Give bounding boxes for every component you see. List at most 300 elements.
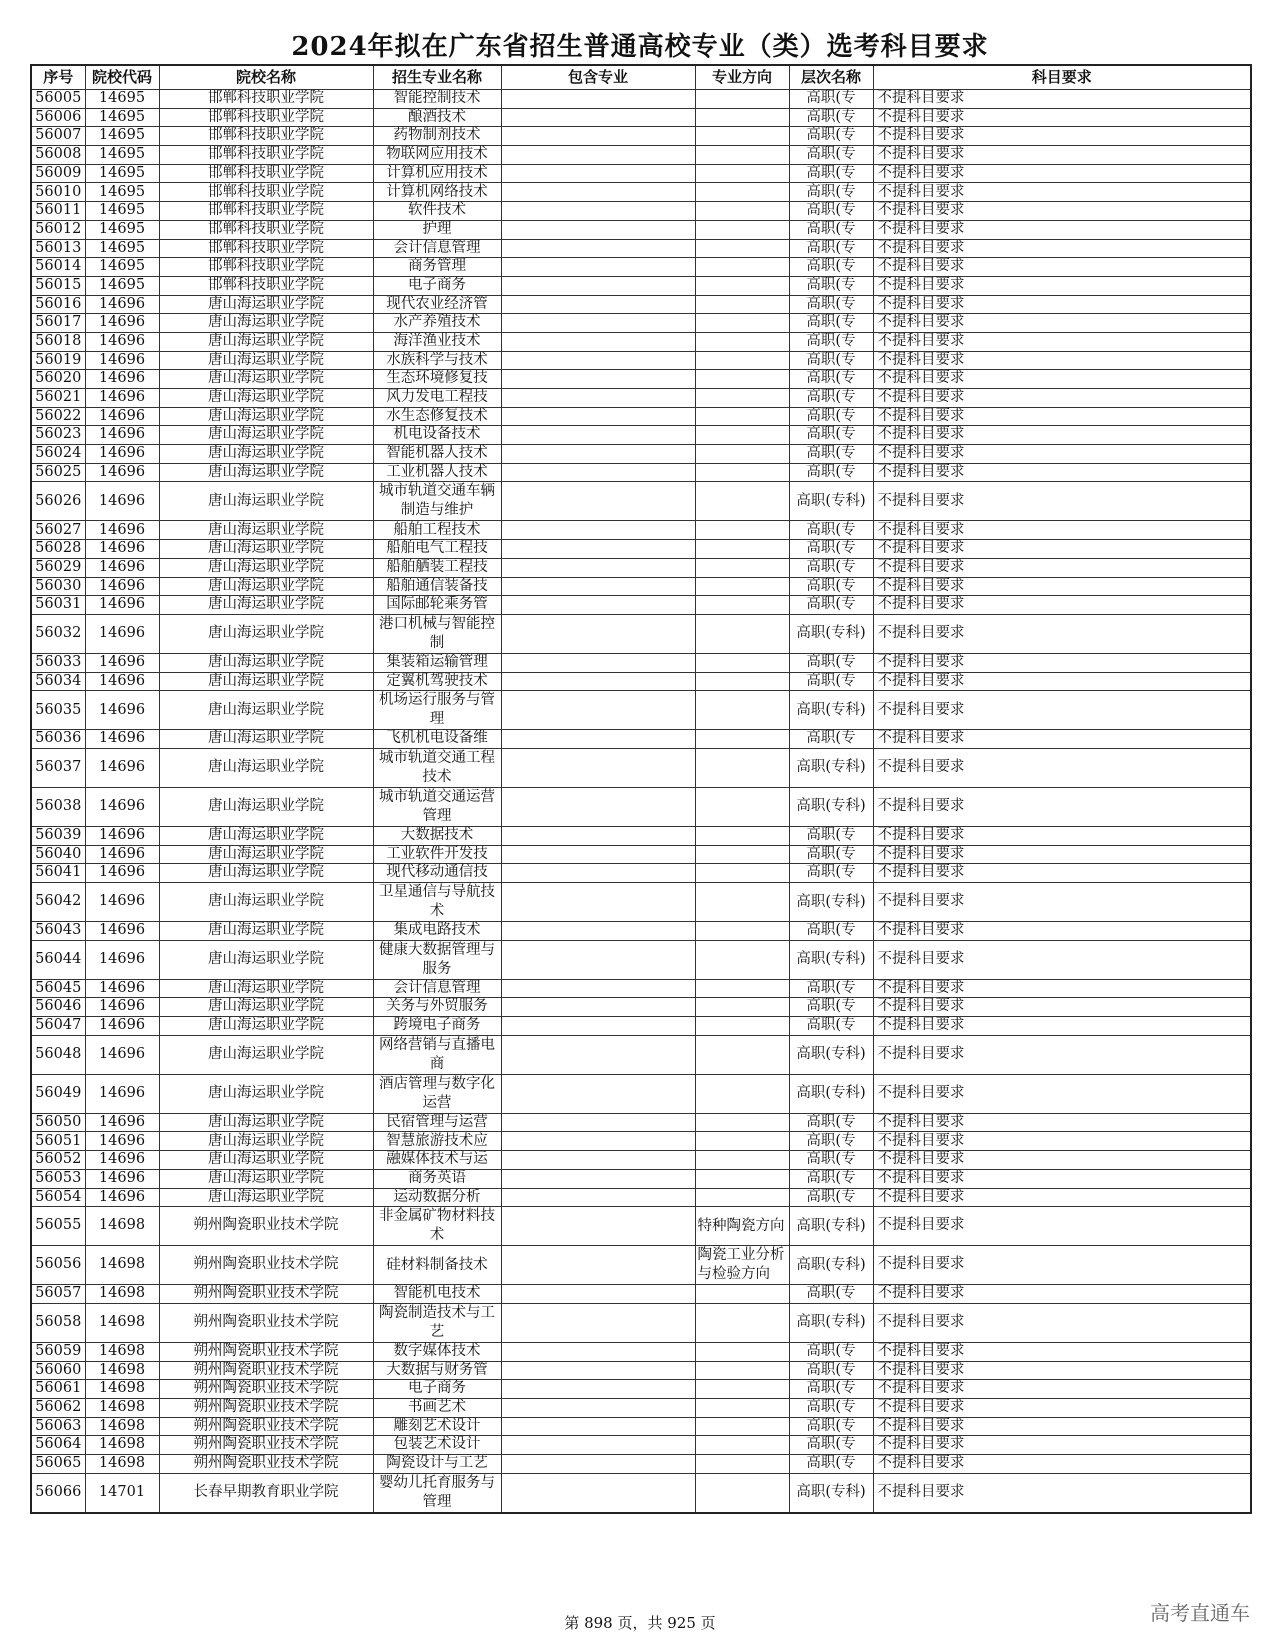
cell-subject-requirement: 不提科目要求 [873, 864, 1251, 883]
cell-school-name: 唐山海运职业学院 [159, 1017, 373, 1036]
cell-seq: 56032 [31, 614, 85, 653]
cell-school-name: 唐山海运职业学院 [159, 482, 373, 521]
cell-major-name: 机电设备技术 [373, 426, 501, 445]
cell-school-code: 14695 [85, 220, 159, 239]
cell-subject-requirement: 不提科目要求 [873, 883, 1251, 922]
cell-included-majors [501, 1017, 695, 1036]
cell-seq: 56019 [31, 351, 85, 370]
cell-included-majors [501, 220, 695, 239]
cell-school-code: 14696 [85, 1113, 159, 1132]
table-row [31, 540, 1251, 559]
cell-included-majors [501, 1303, 695, 1342]
cell-school-code: 14696 [85, 1035, 159, 1074]
cell-school-code: 14696 [85, 332, 159, 351]
cell-level: 高职(专 [789, 202, 873, 221]
cell-school-code: 14695 [85, 202, 159, 221]
cell-level: 高职(专 [789, 1285, 873, 1304]
cell-school-code: 14696 [85, 445, 159, 464]
cell-seq: 56029 [31, 558, 85, 577]
header-level: 层次名称 [789, 65, 873, 90]
cell-seq: 56062 [31, 1398, 85, 1417]
table-row [31, 1188, 1251, 1207]
cell-major-direction [695, 1188, 789, 1207]
cell-seq: 56010 [31, 183, 85, 202]
cell-school-code: 14696 [85, 940, 159, 979]
cell-major-direction [695, 1151, 789, 1170]
cell-school-name: 朔州陶瓷职业技术学院 [159, 1455, 373, 1474]
cell-major-direction [695, 351, 789, 370]
cell-subject-requirement: 不提科目要求 [873, 691, 1251, 730]
cell-subject-requirement: 不提科目要求 [873, 577, 1251, 596]
cell-included-majors [501, 370, 695, 389]
cell-major-name: 船舶舾装工程技 [373, 558, 501, 577]
cell-major-direction: 陶瓷工业分析与检验方向 [695, 1246, 789, 1285]
cell-major-direction [695, 730, 789, 749]
cell-major-name: 书画艺术 [373, 1398, 501, 1417]
cell-school-name: 唐山海运职业学院 [159, 730, 373, 749]
requirements-table [30, 64, 1252, 1514]
cell-level: 高职(专 [789, 90, 873, 109]
cell-major-name: 融媒体技术与运 [373, 1151, 501, 1170]
table-header-row [31, 65, 1251, 90]
cell-included-majors [501, 922, 695, 941]
cell-subject-requirement: 不提科目要求 [873, 146, 1251, 165]
cell-seq: 56051 [31, 1132, 85, 1151]
cell-major-name: 会计信息管理 [373, 979, 501, 998]
cell-seq: 56050 [31, 1113, 85, 1132]
cell-school-name: 唐山海运职业学院 [159, 940, 373, 979]
cell-seq: 56048 [31, 1035, 85, 1074]
table-row [31, 558, 1251, 577]
cell-level: 高职(专科) [789, 614, 873, 653]
cell-seq: 56006 [31, 108, 85, 127]
table-row [31, 1113, 1251, 1132]
cell-subject-requirement: 不提科目要求 [873, 1246, 1251, 1285]
cell-level: 高职(专 [789, 1455, 873, 1474]
cell-major-direction [695, 146, 789, 165]
cell-subject-requirement: 不提科目要求 [873, 1132, 1251, 1151]
cell-subject-requirement: 不提科目要求 [873, 1207, 1251, 1246]
cell-level: 高职(专科) [789, 1473, 873, 1513]
cell-level: 高职(专 [789, 183, 873, 202]
cell-major-direction [695, 691, 789, 730]
page-footer: 第 898 页，共 925 页 [564, 1614, 716, 1632]
cell-major-name: 物联网应用技术 [373, 146, 501, 165]
cell-major-direction [695, 1417, 789, 1436]
cell-major-direction [695, 482, 789, 521]
cell-school-name: 唐山海运职业学院 [159, 351, 373, 370]
table-row [31, 314, 1251, 333]
cell-school-code: 14696 [85, 577, 159, 596]
cell-level: 高职(专 [789, 998, 873, 1017]
cell-included-majors [501, 787, 695, 826]
cell-school-name: 唐山海运职业学院 [159, 407, 373, 426]
cell-major-direction [695, 883, 789, 922]
cell-school-name: 唐山海运职业学院 [159, 826, 373, 845]
cell-major-direction [695, 998, 789, 1017]
cell-included-majors [501, 389, 695, 408]
cell-school-name: 邯郸科技职业学院 [159, 164, 373, 183]
table-row [31, 730, 1251, 749]
cell-major-direction [695, 445, 789, 464]
cell-school-name: 邯郸科技职业学院 [159, 183, 373, 202]
table-row [31, 1169, 1251, 1188]
table-row [31, 1132, 1251, 1151]
cell-school-name: 唐山海运职业学院 [159, 979, 373, 998]
cell-level: 高职(专 [789, 258, 873, 277]
cell-school-name: 唐山海运职业学院 [159, 521, 373, 540]
cell-major-direction [695, 1455, 789, 1474]
cell-major-direction [695, 596, 789, 615]
cell-included-majors [501, 239, 695, 258]
cell-major-direction [695, 389, 789, 408]
cell-major-direction [695, 220, 789, 239]
cell-subject-requirement: 不提科目要求 [873, 1169, 1251, 1188]
cell-level: 高职(专科) [789, 1074, 873, 1113]
cell-included-majors [501, 1074, 695, 1113]
table-row [31, 370, 1251, 389]
cell-major-direction [695, 653, 789, 672]
cell-included-majors [501, 332, 695, 351]
cell-level: 高职(专 [789, 979, 873, 998]
cell-seq: 56063 [31, 1417, 85, 1436]
table-row [31, 258, 1251, 277]
cell-included-majors [501, 826, 695, 845]
cell-major-direction [695, 1035, 789, 1074]
table-row [31, 351, 1251, 370]
table-row [31, 787, 1251, 826]
cell-level: 高职(专科) [789, 1246, 873, 1285]
cell-seq: 56025 [31, 463, 85, 482]
cell-included-majors [501, 276, 695, 295]
cell-included-majors [501, 691, 695, 730]
cell-seq: 56014 [31, 258, 85, 277]
table-row [31, 146, 1251, 165]
cell-seq: 56009 [31, 164, 85, 183]
cell-seq: 56023 [31, 426, 85, 445]
cell-school-name: 朔州陶瓷职业技术学院 [159, 1361, 373, 1380]
cell-seq: 56044 [31, 940, 85, 979]
header-school-code: 院校代码 [85, 65, 159, 90]
cell-seq: 56047 [31, 1017, 85, 1036]
cell-school-code: 14695 [85, 108, 159, 127]
table-row [31, 614, 1251, 653]
cell-included-majors [501, 653, 695, 672]
cell-seq: 56007 [31, 127, 85, 146]
cell-included-majors [501, 1207, 695, 1246]
cell-major-name: 酒店管理与数字化运营 [373, 1074, 501, 1113]
cell-major-direction [695, 826, 789, 845]
cell-included-majors [501, 1113, 695, 1132]
cell-included-majors [501, 1398, 695, 1417]
cell-major-direction [695, 748, 789, 787]
cell-school-code: 14696 [85, 558, 159, 577]
cell-school-name: 邯郸科技职业学院 [159, 108, 373, 127]
cell-subject-requirement: 不提科目要求 [873, 1188, 1251, 1207]
cell-subject-requirement: 不提科目要求 [873, 239, 1251, 258]
cell-school-name: 唐山海运职业学院 [159, 558, 373, 577]
cell-seq: 56028 [31, 540, 85, 559]
cell-school-code: 14695 [85, 276, 159, 295]
cell-school-code: 14696 [85, 864, 159, 883]
cell-major-name: 民宿管理与运营 [373, 1113, 501, 1132]
cell-level: 高职(专 [789, 295, 873, 314]
cell-school-name: 唐山海运职业学院 [159, 748, 373, 787]
table-row [31, 239, 1251, 258]
table-row [31, 1417, 1251, 1436]
cell-included-majors [501, 127, 695, 146]
cell-level: 高职(专科) [789, 787, 873, 826]
cell-included-majors [501, 1455, 695, 1474]
cell-major-name: 工业软件开发技 [373, 845, 501, 864]
table-row [31, 672, 1251, 691]
cell-seq: 56053 [31, 1169, 85, 1188]
cell-school-code: 14695 [85, 258, 159, 277]
cell-school-name: 唐山海运职业学院 [159, 295, 373, 314]
cell-major-name: 定翼机驾驶技术 [373, 672, 501, 691]
cell-major-direction: 特种陶瓷方向 [695, 1207, 789, 1246]
cell-level: 高职(专 [789, 220, 873, 239]
cell-school-code: 14696 [85, 1132, 159, 1151]
table-row [31, 521, 1251, 540]
cell-major-direction [695, 108, 789, 127]
cell-school-code: 14696 [85, 614, 159, 653]
cell-school-name: 唐山海运职业学院 [159, 370, 373, 389]
cell-major-direction [695, 558, 789, 577]
cell-level: 高职(专 [789, 164, 873, 183]
cell-major-name: 陶瓷设计与工艺 [373, 1455, 501, 1474]
cell-included-majors [501, 748, 695, 787]
table-row [31, 864, 1251, 883]
cell-included-majors [501, 521, 695, 540]
table-row [31, 748, 1251, 787]
cell-major-direction [695, 1169, 789, 1188]
cell-included-majors [501, 426, 695, 445]
cell-major-name: 运动数据分析 [373, 1188, 501, 1207]
cell-level: 高职(专 [789, 314, 873, 333]
cell-major-direction [695, 922, 789, 941]
cell-school-code: 14698 [85, 1436, 159, 1455]
cell-seq: 56061 [31, 1380, 85, 1399]
header-major-name: 招生专业名称 [373, 65, 501, 90]
cell-seq: 56030 [31, 577, 85, 596]
cell-subject-requirement: 不提科目要求 [873, 1285, 1251, 1304]
cell-school-code: 14696 [85, 730, 159, 749]
cell-school-name: 邯郸科技职业学院 [159, 276, 373, 295]
cell-level: 高职(专 [789, 108, 873, 127]
cell-seq: 56042 [31, 883, 85, 922]
cell-school-code: 14696 [85, 540, 159, 559]
cell-included-majors [501, 202, 695, 221]
cell-school-code: 14696 [85, 691, 159, 730]
cell-seq: 56022 [31, 407, 85, 426]
cell-major-direction [695, 787, 789, 826]
cell-subject-requirement: 不提科目要求 [873, 1473, 1251, 1513]
cell-level: 高职(专 [789, 389, 873, 408]
cell-major-name: 护理 [373, 220, 501, 239]
cell-subject-requirement: 不提科目要求 [873, 1017, 1251, 1036]
cell-major-direction [695, 540, 789, 559]
cell-subject-requirement: 不提科目要求 [873, 521, 1251, 540]
cell-major-name: 网络营销与直播电商 [373, 1035, 501, 1074]
cell-major-direction [695, 1285, 789, 1304]
table-row [31, 596, 1251, 615]
cell-school-code: 14696 [85, 845, 159, 864]
cell-school-name: 邯郸科技职业学院 [159, 239, 373, 258]
cell-school-code: 14696 [85, 314, 159, 333]
cell-school-code: 14695 [85, 239, 159, 258]
cell-major-name: 机场运行服务与管理 [373, 691, 501, 730]
cell-seq: 56015 [31, 276, 85, 295]
cell-seq: 56046 [31, 998, 85, 1017]
table-row [31, 183, 1251, 202]
cell-major-name: 水族科学与技术 [373, 351, 501, 370]
cell-school-code: 14695 [85, 183, 159, 202]
cell-school-code: 14698 [85, 1398, 159, 1417]
cell-school-name: 唐山海运职业学院 [159, 614, 373, 653]
cell-major-direction [695, 332, 789, 351]
cell-level: 高职(专 [789, 558, 873, 577]
table-row [31, 1473, 1251, 1513]
cell-seq: 56056 [31, 1246, 85, 1285]
table-row [31, 1035, 1251, 1074]
cell-major-name: 包装艺术设计 [373, 1436, 501, 1455]
cell-level: 高职(专 [789, 370, 873, 389]
cell-included-majors [501, 164, 695, 183]
cell-included-majors [501, 1246, 695, 1285]
cell-level: 高职(专 [789, 1398, 873, 1417]
table-row [31, 1380, 1251, 1399]
cell-level: 高职(专 [789, 596, 873, 615]
cell-school-code: 14698 [85, 1342, 159, 1361]
cell-subject-requirement: 不提科目要求 [873, 183, 1251, 202]
cell-major-direction [695, 164, 789, 183]
cell-school-code: 14696 [85, 596, 159, 615]
cell-level: 高职(专科) [789, 691, 873, 730]
cell-seq: 56036 [31, 730, 85, 749]
cell-level: 高职(专 [789, 922, 873, 941]
cell-seq: 56041 [31, 864, 85, 883]
table-row [31, 426, 1251, 445]
cell-subject-requirement: 不提科目要求 [873, 787, 1251, 826]
cell-included-majors [501, 146, 695, 165]
cell-level: 高职(专 [789, 1342, 873, 1361]
cell-included-majors [501, 940, 695, 979]
cell-school-name: 唐山海运职业学院 [159, 332, 373, 351]
cell-school-code: 14696 [85, 826, 159, 845]
cell-major-name: 工业机器人技术 [373, 463, 501, 482]
table-row [31, 1207, 1251, 1246]
cell-level: 高职(专科) [789, 1035, 873, 1074]
cell-school-name: 唐山海运职业学院 [159, 1035, 373, 1074]
cell-included-majors [501, 1132, 695, 1151]
cell-school-code: 14695 [85, 164, 159, 183]
cell-subject-requirement: 不提科目要求 [873, 220, 1251, 239]
cell-major-direction [695, 202, 789, 221]
cell-level: 高职(专 [789, 1436, 873, 1455]
cell-major-direction [695, 1436, 789, 1455]
brand-label: 高考直通车 [1150, 1603, 1250, 1625]
cell-included-majors [501, 672, 695, 691]
cell-level: 高职(专 [789, 1188, 873, 1207]
cell-included-majors [501, 314, 695, 333]
cell-school-name: 邯郸科技职业学院 [159, 127, 373, 146]
cell-level: 高职(专 [789, 521, 873, 540]
cell-major-name: 关务与外贸服务 [373, 998, 501, 1017]
cell-major-direction [695, 979, 789, 998]
cell-major-name: 硅材料制备技术 [373, 1246, 501, 1285]
cell-school-name: 朔州陶瓷职业技术学院 [159, 1342, 373, 1361]
cell-school-name: 唐山海运职业学院 [159, 1188, 373, 1207]
cell-seq: 56024 [31, 445, 85, 464]
cell-subject-requirement: 不提科目要求 [873, 1074, 1251, 1113]
cell-subject-requirement: 不提科目要求 [873, 826, 1251, 845]
cell-major-name: 集成电路技术 [373, 922, 501, 941]
cell-subject-requirement: 不提科目要求 [873, 1380, 1251, 1399]
cell-level: 高职(专 [789, 1417, 873, 1436]
cell-level: 高职(专 [789, 1017, 873, 1036]
cell-school-name: 唐山海运职业学院 [159, 922, 373, 941]
cell-seq: 56031 [31, 596, 85, 615]
cell-included-majors [501, 1285, 695, 1304]
table-row [31, 691, 1251, 730]
cell-level: 高职(专 [789, 826, 873, 845]
cell-level: 高职(专 [789, 730, 873, 749]
cell-school-name: 朔州陶瓷职业技术学院 [159, 1398, 373, 1417]
header-school-name: 院校名称 [159, 65, 373, 90]
cell-included-majors [501, 407, 695, 426]
table-row [31, 940, 1251, 979]
cell-school-code: 14698 [85, 1207, 159, 1246]
cell-school-name: 朔州陶瓷职业技术学院 [159, 1380, 373, 1399]
cell-major-direction [695, 940, 789, 979]
cell-included-majors [501, 845, 695, 864]
cell-seq: 56033 [31, 653, 85, 672]
cell-school-code: 14696 [85, 1017, 159, 1036]
table-row [31, 1017, 1251, 1036]
cell-major-name: 智能控制技术 [373, 90, 501, 109]
cell-subject-requirement: 不提科目要求 [873, 1398, 1251, 1417]
cell-included-majors [501, 258, 695, 277]
cell-subject-requirement: 不提科目要求 [873, 202, 1251, 221]
cell-major-name: 雕刻艺术设计 [373, 1417, 501, 1436]
cell-seq: 56035 [31, 691, 85, 730]
cell-seq: 56020 [31, 370, 85, 389]
cell-seq: 56058 [31, 1303, 85, 1342]
cell-included-majors [501, 1188, 695, 1207]
cell-subject-requirement: 不提科目要求 [873, 332, 1251, 351]
cell-level: 高职(专 [789, 845, 873, 864]
cell-major-direction [695, 1380, 789, 1399]
cell-major-name: 水产养殖技术 [373, 314, 501, 333]
cell-included-majors [501, 1380, 695, 1399]
cell-major-name: 电子商务 [373, 276, 501, 295]
cell-seq: 56064 [31, 1436, 85, 1455]
cell-major-name: 城市轨道交通工程技术 [373, 748, 501, 787]
cell-subject-requirement: 不提科目要求 [873, 558, 1251, 577]
cell-subject-requirement: 不提科目要求 [873, 1303, 1251, 1342]
cell-seq: 56065 [31, 1455, 85, 1474]
cell-subject-requirement: 不提科目要求 [873, 940, 1251, 979]
cell-school-code: 14696 [85, 883, 159, 922]
cell-level: 高职(专 [789, 351, 873, 370]
cell-level: 高职(专 [789, 445, 873, 464]
cell-major-direction [695, 314, 789, 333]
cell-subject-requirement: 不提科目要求 [873, 540, 1251, 559]
cell-major-name: 智慧旅游技术应 [373, 1132, 501, 1151]
cell-subject-requirement: 不提科目要求 [873, 596, 1251, 615]
table-row [31, 1285, 1251, 1304]
